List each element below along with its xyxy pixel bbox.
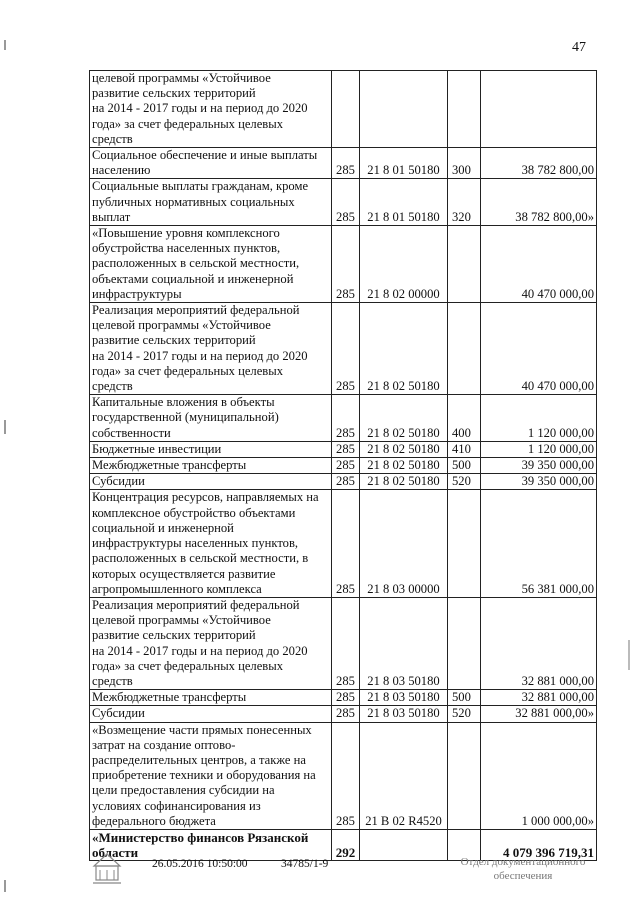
cell-csr: 21 8 03 00000 xyxy=(360,490,448,597)
cell-sum xyxy=(481,71,597,148)
cell-vr xyxy=(448,722,481,829)
cell-ved: 285 xyxy=(332,395,360,442)
cell-name-line: Субсидии xyxy=(92,706,145,721)
cell-sum: 1 120 000,00 xyxy=(481,441,597,457)
cell-name-line: развитие сельских территорий xyxy=(92,333,256,348)
table-row xyxy=(90,597,597,689)
cell-name-line: на 2014 - 2017 годы и на период до 2020 xyxy=(92,643,308,658)
cell-ved: 292 xyxy=(332,829,360,860)
cell-sum: 56 381 000,00 xyxy=(481,490,597,597)
cell-name-line: распределительных центров, а также на xyxy=(92,752,306,767)
budget-table-body xyxy=(90,71,597,861)
cell-sum: 32 881 000,00 xyxy=(481,597,597,689)
cell-csr: 21 8 03 50180 xyxy=(360,690,448,706)
cell-name-line: инфраструктуры xyxy=(92,286,182,301)
cell-name-line: расположенных в сельской местности, в xyxy=(92,551,309,566)
cell-name-line: Межбюджетные трансферты xyxy=(92,690,247,705)
scan-mark xyxy=(4,40,6,50)
cell-name xyxy=(90,148,332,179)
cell-ved: 285 xyxy=(332,458,360,474)
table-row xyxy=(90,722,597,829)
cell-name-line: обустройства населенных пунктов, xyxy=(92,241,281,256)
cell-name-line: расположенных в сельской местности, xyxy=(92,256,300,271)
cell-vr: 410 xyxy=(448,441,481,457)
cell-vr: 300 xyxy=(448,148,481,179)
cell-name-line: года» за счет федеральных целевых xyxy=(92,363,284,378)
cell-vr xyxy=(448,71,481,148)
footer-department xyxy=(448,855,598,883)
cell-sum: 4 079 396 719,31 xyxy=(481,829,597,860)
cell-name-line: комплексное обустройство объектами xyxy=(92,505,296,520)
cell-name-line: средств xyxy=(92,673,133,688)
cell-name xyxy=(90,474,332,490)
cell-name xyxy=(90,458,332,474)
cell-name-line: государственной (муниципальной) xyxy=(92,410,279,425)
cell-name xyxy=(90,690,332,706)
table-row xyxy=(90,690,597,706)
cell-csr: 21 8 01 50180 xyxy=(360,148,448,179)
footer-doc-code: 34785/1-9 xyxy=(281,858,329,870)
cell-vr xyxy=(448,490,481,597)
cell-csr: 21 8 01 50180 xyxy=(360,179,448,226)
cell-name xyxy=(90,395,332,442)
cell-sum: 39 350 000,00 xyxy=(481,474,597,490)
cell-name xyxy=(90,706,332,722)
cell-vr: 320 xyxy=(448,179,481,226)
table-row xyxy=(90,395,597,442)
cell-name-line: приобретение техники и оборудования на xyxy=(92,768,316,783)
cell-vr: 500 xyxy=(448,690,481,706)
cell-csr: 21 8 03 50180 xyxy=(360,597,448,689)
department-line: Отдел документационного xyxy=(460,856,586,868)
cell-name xyxy=(90,490,332,597)
cell-sum: 40 470 000,00 xyxy=(481,226,597,303)
cell-csr: 21 8 02 00000 xyxy=(360,226,448,303)
cell-name-line: целевой программы «Устойчивое xyxy=(92,71,271,85)
organization-logo-icon xyxy=(90,852,124,888)
cell-sum: 32 881 000,00» xyxy=(481,706,597,722)
cell-vr xyxy=(448,597,481,689)
table-row xyxy=(90,490,597,597)
cell-name xyxy=(90,829,332,860)
cell-name-line: инфраструктуры населенных пунктов, xyxy=(92,536,299,551)
scan-mark xyxy=(4,880,6,892)
table-row xyxy=(90,226,597,303)
cell-name-line: целевой программы «Устойчивое xyxy=(92,318,271,333)
cell-csr: 21 8 02 50180 xyxy=(360,474,448,490)
cell-name-line: Субсидии xyxy=(92,474,145,489)
cell-name-line: на 2014 - 2017 годы и на период до 2020 xyxy=(92,101,308,116)
cell-ved: 285 xyxy=(332,226,360,303)
cell-name-line: года» за счет федеральных целевых xyxy=(92,116,284,131)
cell-ved: 285 xyxy=(332,597,360,689)
cell-name-line: публичных нормативных социальных xyxy=(92,194,295,209)
cell-ved: 285 xyxy=(332,474,360,490)
cell-name-line: «Повышение уровня комплексного xyxy=(92,226,280,241)
cell-sum: 1 120 000,00 xyxy=(481,395,597,442)
cell-csr: 21 8 02 50180 xyxy=(360,303,448,395)
cell-name-line: Реализация мероприятий федеральной xyxy=(92,303,300,318)
cell-name-line: цели предоставления субсидии на xyxy=(92,783,275,798)
cell-ved: 285 xyxy=(332,722,360,829)
cell-sum: 39 350 000,00 xyxy=(481,458,597,474)
table-row xyxy=(90,179,597,226)
cell-name-line: целевой программы «Устойчивое xyxy=(92,613,271,628)
table-row xyxy=(90,148,597,179)
cell-vr xyxy=(448,226,481,303)
cell-name-line: собственности xyxy=(92,425,171,440)
cell-sum: 38 782 800,00 xyxy=(481,148,597,179)
cell-name-line: Социальное обеспечение и иные выплаты xyxy=(92,148,318,163)
cell-ved: 285 xyxy=(332,490,360,597)
cell-name-line: Социальные выплаты гражданам, кроме xyxy=(92,179,309,194)
cell-vr: 520 xyxy=(448,706,481,722)
cell-name-line: года» за счет федеральных целевых xyxy=(92,658,284,673)
cell-name-line: развитие сельских территорий xyxy=(92,86,256,101)
footer-datetime: 26.05.2016 10:50:00 xyxy=(152,858,248,870)
table-row xyxy=(90,474,597,490)
cell-name-line: социальной и инженерной xyxy=(92,520,234,535)
cell-sum: 1 000 000,00» xyxy=(481,722,597,829)
table-row xyxy=(90,441,597,457)
cell-name-line: объектами социальной и инженерной xyxy=(92,271,294,286)
table-row xyxy=(90,458,597,474)
cell-name-line: условиях софинансирования из xyxy=(92,798,261,813)
cell-csr: 21 8 02 50180 xyxy=(360,395,448,442)
cell-vr: 400 xyxy=(448,395,481,442)
cell-csr xyxy=(360,829,448,860)
table-row xyxy=(90,303,597,395)
cell-name-line: на 2014 - 2017 годы и на период до 2020 xyxy=(92,348,308,363)
scan-mark xyxy=(628,640,630,670)
cell-name-line: которых осуществляется развитие xyxy=(92,566,276,581)
cell-name-line: населению xyxy=(92,163,151,178)
scan-mark xyxy=(4,420,6,434)
cell-ved: 285 xyxy=(332,179,360,226)
cell-name xyxy=(90,597,332,689)
cell-sum: 32 881 000,00 xyxy=(481,690,597,706)
cell-vr xyxy=(448,303,481,395)
table-row xyxy=(90,706,597,722)
cell-ved xyxy=(332,71,360,148)
cell-vr: 520 xyxy=(448,474,481,490)
cell-ved: 285 xyxy=(332,706,360,722)
cell-vr: 500 xyxy=(448,458,481,474)
cell-csr: 21 8 02 50180 xyxy=(360,458,448,474)
cell-csr xyxy=(360,71,448,148)
cell-name-line: Бюджетные инвестиции xyxy=(92,441,222,456)
cell-name xyxy=(90,441,332,457)
cell-ved: 285 xyxy=(332,441,360,457)
page-number: 47 xyxy=(572,40,586,55)
budget-table xyxy=(89,70,597,861)
cell-name-line: развитие сельских территорий xyxy=(92,628,256,643)
cell-name xyxy=(90,179,332,226)
cell-name xyxy=(90,226,332,303)
cell-name-line: «Министерство финансов Рязанской xyxy=(92,829,309,845)
cell-name-line: Реализация мероприятий федеральной xyxy=(92,597,300,612)
department-line: обеспечения xyxy=(493,870,553,882)
cell-name-line: агропромышленного комплекса xyxy=(92,581,262,596)
cell-name-line: федерального бюджета xyxy=(92,813,216,828)
cell-name-line: «Возмещение части прямых понесенных xyxy=(92,722,312,737)
cell-csr: 21 8 03 50180 xyxy=(360,706,448,722)
cell-name-line: выплат xyxy=(92,209,131,224)
table-row xyxy=(90,71,597,148)
cell-name-line: средств xyxy=(92,379,133,394)
cell-name-line: средств xyxy=(92,131,133,146)
cell-sum: 38 782 800,00» xyxy=(481,179,597,226)
cell-name xyxy=(90,722,332,829)
cell-ved: 285 xyxy=(332,690,360,706)
cell-name xyxy=(90,303,332,395)
cell-csr: 21 8 02 50180 xyxy=(360,441,448,457)
cell-name-line: Концентрация ресурсов, направляемых на xyxy=(92,490,319,505)
cell-name-line: затрат на создание оптово- xyxy=(92,737,236,752)
cell-ved: 285 xyxy=(332,148,360,179)
cell-name-line: Межбюджетные трансферты xyxy=(92,458,247,473)
cell-name-line: Капитальные вложения в объекты xyxy=(92,395,275,410)
cell-ved: 285 xyxy=(332,303,360,395)
cell-sum: 40 470 000,00 xyxy=(481,303,597,395)
cell-csr: 21 В 02 R4520 xyxy=(360,722,448,829)
cell-name-line: области xyxy=(92,845,139,861)
cell-name xyxy=(90,71,332,148)
